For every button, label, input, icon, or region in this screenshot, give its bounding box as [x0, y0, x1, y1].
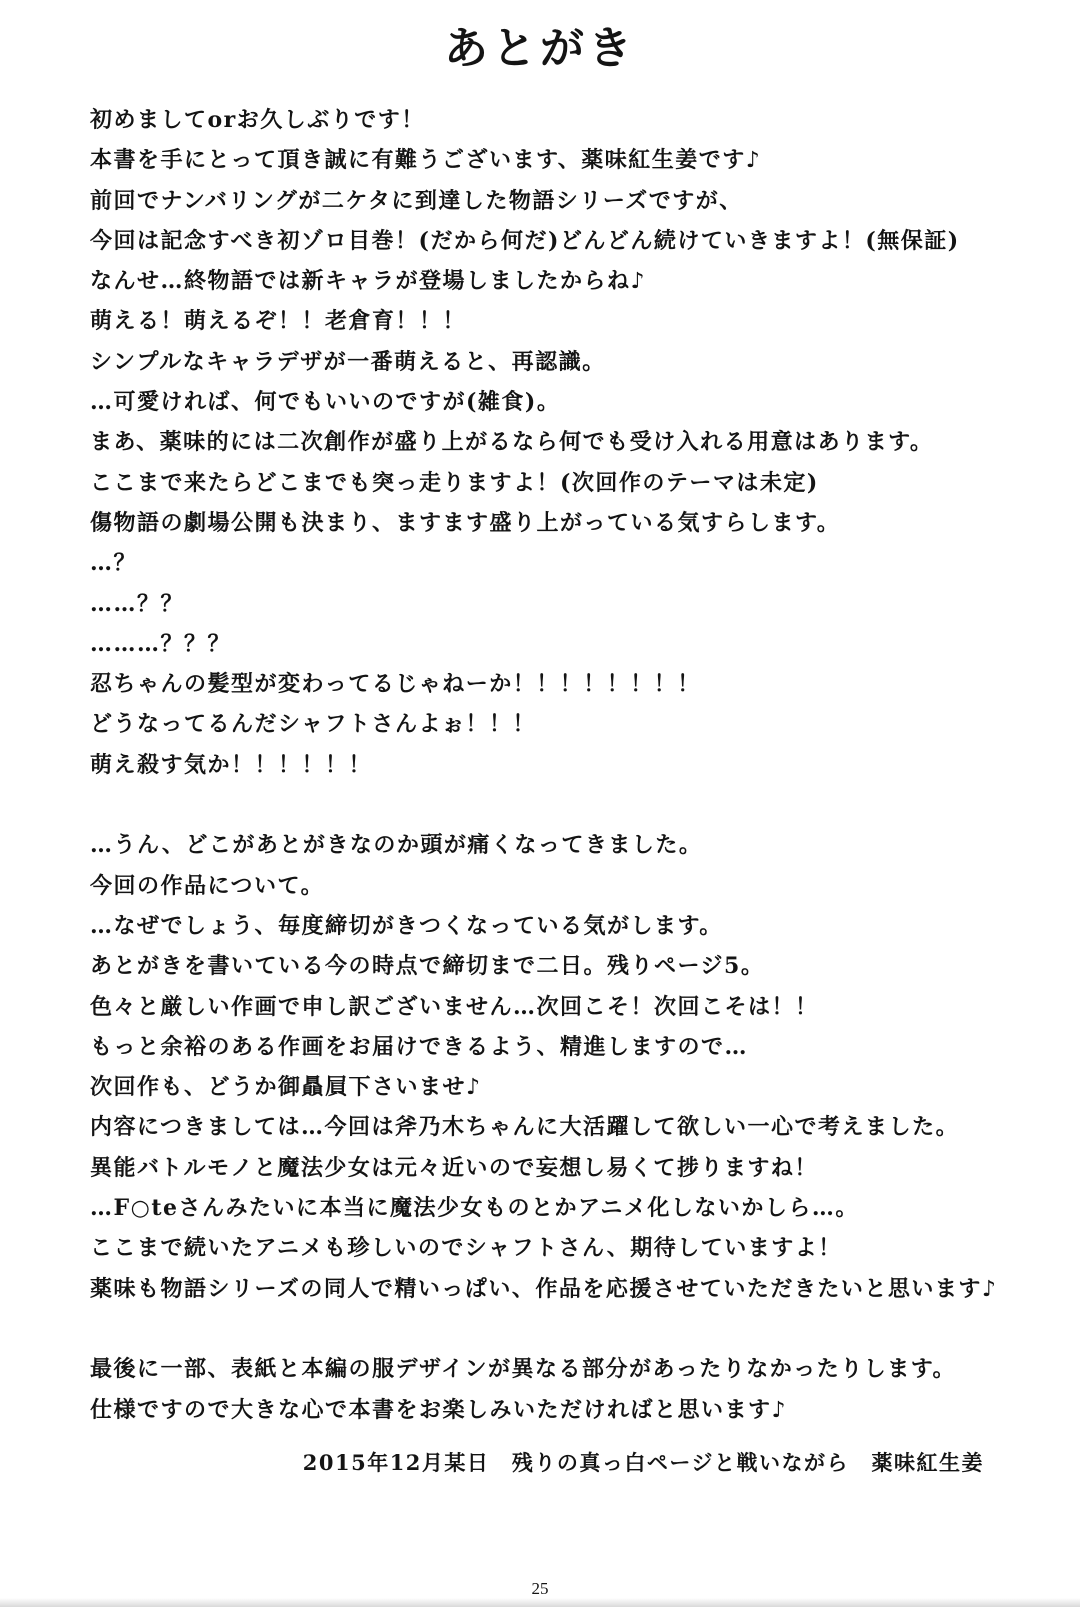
text-line: …F○teさんみたいに本当に魔法少女ものとかアニメ化しないかしら…。 [90, 1195, 859, 1222]
text-line: シンプルなキャラデザが一番萌えると、再認識。 [90, 348, 606, 375]
scan-bottom-edge [0, 1598, 1080, 1607]
text-line: 仕様ですので大きな心で本書をお楽しみいただければと思います♪ [90, 1396, 788, 1423]
text-line: 今回は記念すべき初ゾロ目巻！(だから何だ)どんどん続けていきますよ！(無保証) [90, 227, 960, 254]
page-number: 25 [531, 1579, 549, 1598]
paragraph-gap [90, 785, 1030, 825]
text-line: 薬味も物語シリーズの同人で精いっぱい、作品を応援させていただきたいと思います♪ [90, 1275, 998, 1302]
text-line: 萌える！萌えるぞ！！老倉育！！！ [90, 308, 467, 335]
paragraph-3 [90, 1349, 1030, 1430]
paragraph-2 [90, 825, 1030, 1309]
text-line: もっと余裕のある作画をお届けできるよう、精進しますので… [90, 1033, 749, 1060]
text-line: 本書を手にとって頂き誠に有難うございます、薬味紅生姜です♪ [90, 147, 762, 174]
text-line: 傷物語の劇場公開も決まり、ますます盛り上がっている気すらします。 [90, 509, 841, 536]
text-line: 初めましてorお久しぶりです！ [90, 107, 425, 133]
text-line: あとがきを書いている今の時点で締切まで二日。残りページ5。 [90, 953, 765, 980]
author-signature: 2015年12月某日 残りの真っ白ページと戦いながら 薬味紅生姜 [302, 1450, 984, 1475]
text-line: ここまで続いたアニメも珍しいのでシャフトさん、期待していますよ！ [90, 1235, 842, 1262]
paragraph-1 [90, 100, 1030, 785]
text-line: どうなってるんだシャフトさんよぉ！！！ [90, 711, 537, 738]
text-line: …なぜでしょう、毎度締切がきつくなっている気がします。 [90, 912, 723, 939]
paragraph-gap [90, 1309, 1030, 1349]
text-line: …うん、どこがあとがきなのか頭が痛くなってきました。 [90, 832, 703, 859]
text-line: ………？？？ [90, 630, 232, 657]
text-line: 前回でナンバリングが二ケタに到達した物語シリーズですが、 [90, 187, 743, 214]
text-line: ……？？ [90, 590, 185, 617]
afterword-body [90, 100, 1030, 1430]
text-line: 忍ちゃんの髪型が変わってるじゃねーか！！！！！！！！ [90, 671, 701, 698]
text-line: ここまで来たらどこまでも突っ走りますよ！(次回作のテーマは未定) [90, 469, 819, 496]
text-line: 最後に一部、表紙と本編の服デザインが異なる部分があったりなかったりします。 [90, 1356, 956, 1383]
text-line: 次回作も、どうか御贔屓下さいませ♪ [90, 1074, 482, 1101]
page-title: あとがき [444, 23, 636, 74]
text-line: …？ [90, 550, 138, 577]
text-line: 萌え殺す気か！！！！！！ [90, 751, 373, 778]
text-line: 色々と厳しい作画で申し訳ございません…次回こそ！次回こそは！！ [90, 993, 819, 1020]
text-line: …可愛ければ、何でもいいのですが(雑食)。 [90, 389, 561, 416]
text-line: 内容につきましては…今回は斧乃木ちゃんに大活躍して欲しい一心で考えました。 [90, 1114, 960, 1141]
text-line: 異能バトルモノと魔法少女は元々近いので妄想し易くて捗りますね！ [90, 1154, 818, 1181]
text-line: 今回の作品について。 [90, 872, 325, 899]
text-line: まあ、薬味的には二次創作が盛り上がるなら何でも受け入れる用意はあります。 [90, 429, 934, 456]
text-line: なんせ…終物語では新キャラが登場しましたからね♪ [90, 268, 647, 295]
